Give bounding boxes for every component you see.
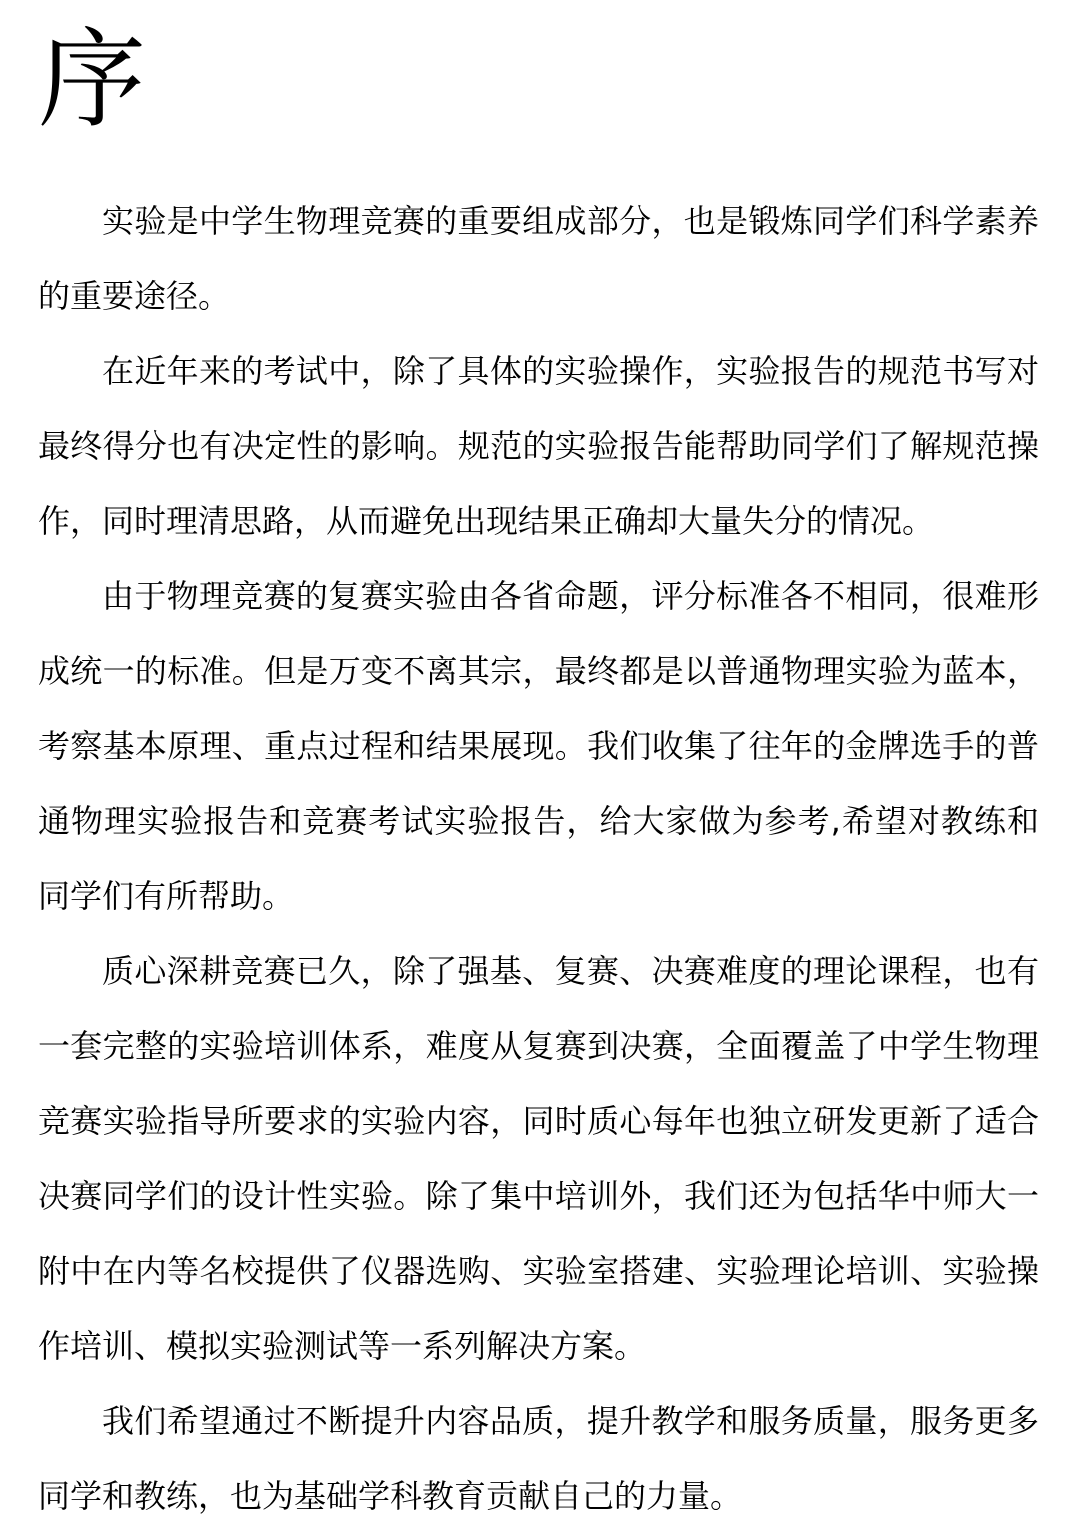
preface-body xyxy=(38,184,1039,1534)
paragraph-2: 在近年来的考试中，除了具体的实验操作，实验报告的规范书写对最终得分也有决定性的影响。规范的实验报告能帮助同学们了解规范操作，同时理清思路，从而避免出现结果正确却大量失分的情况。 xyxy=(38,352,1039,540)
paragraph-3: 由于物理竞赛的复赛实验由各省命题，评分标准各不相同，很难形成统一的标准。但是万变不离其宗，最终都是以普通物理实验为蓝本，考察基本原理、重点过程和结果展现。我们收集了往年的金牌选手的普通物理实验报告和竞赛考试实验报告，给大家做为参考,希望对教练和同学们有所帮助。 xyxy=(38,577,1039,915)
paragraph-4: 质心深耕竞赛已久，除了强基、复赛、决赛难度的理论课程，也有一套完整的实验培训体系，难度从复赛到决赛，全面覆盖了中学生物理竞赛实验指导所要求的实验内容，同时质心每年也独立研发更新了适合决赛同学们的设计性实验。除了集中培训外，我们还为包括华中师大一附中在内等名校提供了仪器选购、实验室搭建、实验理论培训、实验操作培训、模拟实验测试等一系列解决方案。 xyxy=(38,952,1039,1365)
paragraph-1: 实验是中学生物理竞赛的重要组成部分，也是锻炼同学们科学素养的重要途径。 xyxy=(38,202,1039,315)
paragraph-5: 我们希望通过不断提升内容品质，提升教学和服务质量，服务更多同学和教练，也为基础学科教育贡献自己的力量。 xyxy=(38,1402,1039,1515)
page-title: 序 xyxy=(38,18,147,143)
